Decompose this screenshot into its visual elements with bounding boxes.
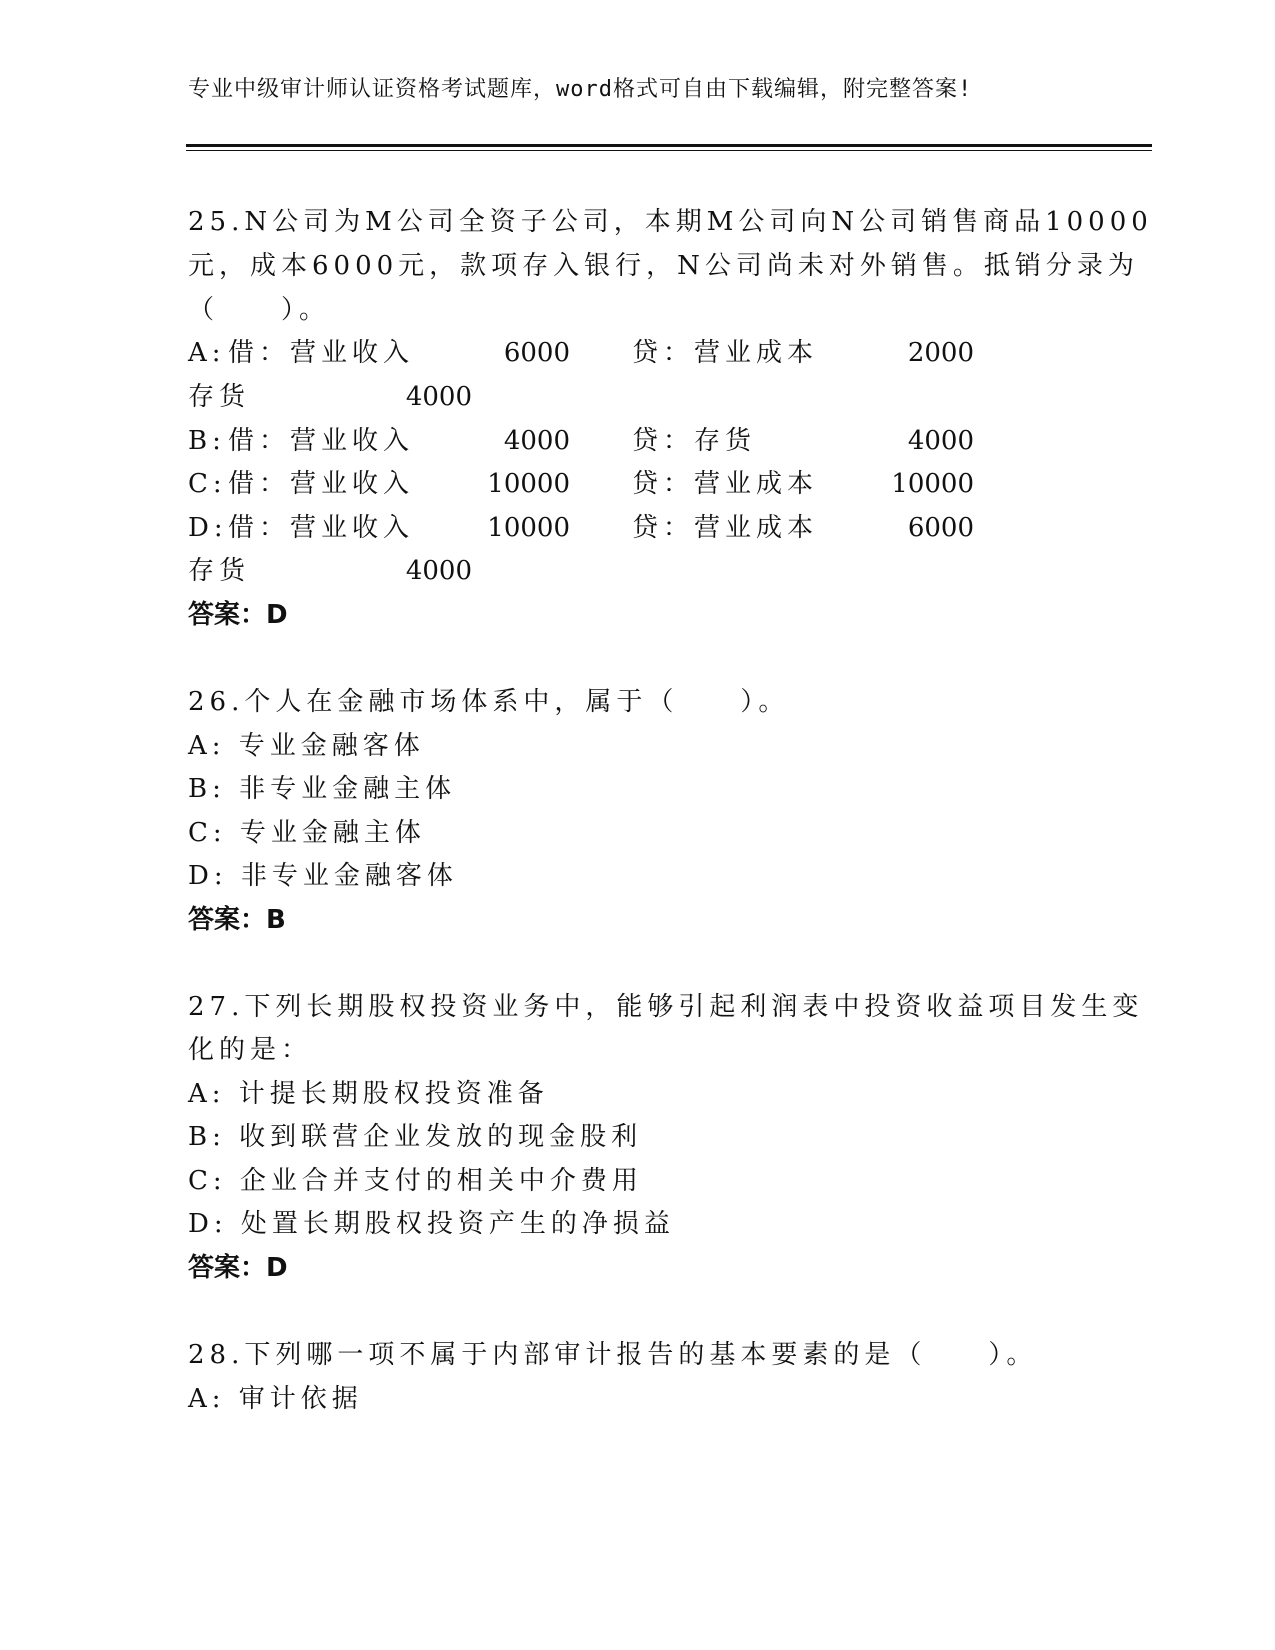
question-26-option-c: C: 专业金融主体: [188, 818, 426, 848]
option-c-letter: C:: [188, 469, 227, 499]
question-25-stem-line1: 25.N公司为M公司全资子公司，本期M公司向N公司销售商品10000: [188, 207, 1153, 237]
question-26-option-a: A: 专业金融客体: [188, 731, 425, 761]
option-a-debit-amount: 6000: [503, 338, 570, 368]
option-a-extra-amount: 4000: [405, 382, 472, 412]
option-b-debit: 借：营业收入: [228, 426, 415, 456]
question-25-stem-line3: （ ）。: [188, 295, 331, 325]
option-b-credit: 贷：存货: [632, 426, 757, 456]
option-d-credit: 贷：营业成本: [632, 513, 819, 543]
option-c-credit: 贷：营业成本: [632, 469, 819, 499]
option-b-debit-amount: 4000: [503, 426, 570, 456]
option-c-credit-amount: 10000: [891, 469, 974, 499]
header-rule-thick: [186, 144, 1152, 147]
option-d-debit: 借：营业收入: [228, 513, 415, 543]
question-25-stem-line2: 元，成本6000元，款项存入银行，N公司尚未对外销售。抵销分录为: [188, 251, 1139, 281]
page-header: 专业中级审计师认证资格考试题库，word格式可自由下载编辑，附完整答案!: [188, 77, 973, 102]
option-a-debit: 借：营业收入: [228, 338, 415, 368]
option-a-letter: A:: [188, 338, 226, 368]
question-28-option-a: A: 审计依据: [188, 1384, 363, 1414]
question-26-option-d: D: 非专业金融客体: [188, 861, 458, 891]
option-b-letter: B:: [188, 426, 226, 456]
option-c-debit-amount: 10000: [487, 469, 570, 499]
question-26-answer: 答案：B: [188, 905, 286, 935]
question-27-stem-line1: 27.下列长期股权投资业务中，能够引起利润表中投资收益项目发生变: [188, 992, 1144, 1022]
question-26-option-b: B: 非专业金融主体: [188, 774, 457, 804]
option-d-debit-amount: 10000: [487, 513, 570, 543]
option-d-credit-amount: 6000: [907, 513, 974, 543]
question-27-option-a: A: 计提长期股权投资准备: [188, 1079, 549, 1109]
header-rule-thin: [186, 150, 1152, 151]
question-27-option-b: B: 收到联营企业发放的现金股利: [188, 1122, 643, 1152]
option-c-debit: 借：营业收入: [228, 469, 415, 499]
question-25-answer: 答案：D: [188, 600, 288, 630]
option-a-extra-label: 存货: [188, 382, 251, 412]
option-d-extra-label: 存货: [188, 556, 251, 586]
option-a-credit-amount: 2000: [907, 338, 974, 368]
option-b-credit-amount: 4000: [907, 426, 974, 456]
question-27-option-c: C: 企业合并支付的相关中介费用: [188, 1166, 643, 1196]
question-26-stem: 26.个人在金融市场体系中，属于（ ）。: [188, 687, 790, 717]
question-27-answer: 答案：D: [188, 1253, 288, 1283]
question-27-option-d: D: 处置长期股权投资产生的净损益: [188, 1209, 675, 1239]
option-d-letter: D:: [188, 513, 228, 543]
question-27-stem-line2: 化的是：: [188, 1035, 313, 1065]
option-a-credit: 贷：营业成本: [632, 338, 819, 368]
question-28-stem: 28.下列哪一项不属于内部审计报告的基本要素的是（ ）。: [188, 1340, 1038, 1370]
option-d-extra-amount: 4000: [405, 556, 472, 586]
